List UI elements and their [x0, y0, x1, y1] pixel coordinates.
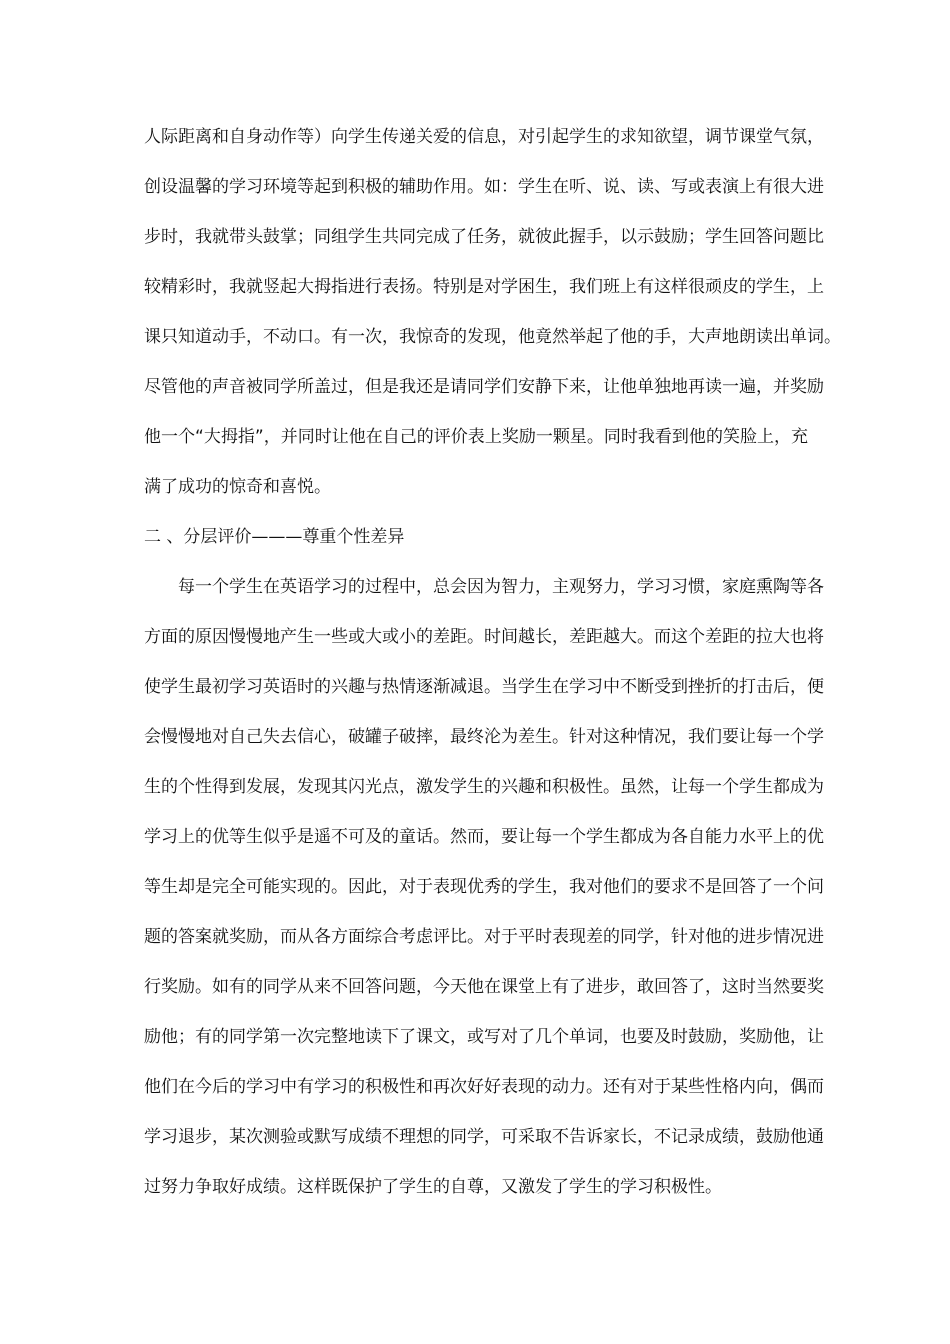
paragraph-line: 人际距离和自身动作等）向学生传递关爱的信息，对引起学生的求知欲望，调节课堂气氛， — [144, 127, 824, 147]
paragraph-line: 创设温馨的学习环境等起到积极的辅助作用。如：学生在听、说、读、写或表演上有很大进 — [144, 177, 824, 197]
paragraph-line: 生的个性得到发展，发现其闪光点，激发学生的兴趣和积极性。虽然，让每一个学生都成为 — [144, 777, 824, 797]
paragraph-first-line: 每一个学生在英语学习的过程中，总会因为智力，主观努力，学习习惯，家庭熏陶等各 — [178, 577, 824, 597]
paragraph-line: 行奖励。如有的同学从来不回答问题，今天他在课堂上有了进步，敢回答了，这时当然要奖 — [144, 977, 824, 997]
paragraph-line-last: 满了成功的惊奇和喜悦。 — [144, 477, 331, 497]
paragraph-line: 尽管他的声音被同学所盖过，但是我还是请同学们安静下来，让他单独地再读一遍，并奖励 — [144, 377, 824, 397]
paragraph-line: 会慢慢地对自己失去信心，破罐子破摔，最终沦为差生。针对这种情况，我们要让每一个学 — [144, 727, 824, 747]
paragraph-line: 较精彩时，我就竖起大拇指进行表扬。特别是对学困生，我们班上有这样很顽皮的学生，上 — [144, 277, 824, 297]
paragraph-line: 等生却是完全可能实现的。因此，对于表现优秀的学生，我对他们的要求不是回答了一个问 — [144, 877, 824, 897]
paragraph-line: 课只知道动手，不动口。有一次，我惊奇的发现，他竟然举起了他的手，大声地朗读出单词。 — [144, 327, 841, 347]
paragraph-line: 使学生最初学习英语时的兴趣与热情逐渐减退。当学生在学习中不断受到挫折的打击后，便 — [144, 677, 824, 697]
paragraph-line: 方面的原因慢慢地产生一些或大或小的差距。时间越长，差距越大。而这个差距的拉大也将 — [144, 627, 824, 647]
paragraph-line: 学习退步，某次测验或默写成绩不理想的同学，可采取不告诉家长，不记录成绩，鼓励他通 — [144, 1127, 824, 1147]
paragraph-line-last: 过努力争取好成绩。这样既保护了学生的自尊，又激发了学生的学习积极性。 — [144, 1177, 722, 1197]
paragraph-line: 他们在今后的学习中有学习的积极性和再次好好表现的动力。还有对于某些性格内向，偶而 — [144, 1077, 824, 1097]
paragraph-line: 学习上的优等生似乎是遥不可及的童话。然而，要让每一个学生都成为各自能力水平上的优 — [144, 827, 824, 847]
paragraph-line: 题的答案就奖励，而从各方面综合考虑评比。对于平时表现差的同学，针对他的进步情况进 — [144, 927, 824, 947]
paragraph-line: 励他；有的同学第一次完整地读下了课文，或写对了几个单词，也要及时鼓励，奖励他，让 — [144, 1027, 824, 1047]
paragraph-line: 他一个“大拇指”，并同时让他在自己的评价表上奖励一颗星。同时我看到他的笑脸上，充 — [144, 427, 808, 447]
paragraph-line: 步时，我就带头鼓掌；同组学生共同完成了任务，就彼此握手，以示鼓励；学生回答问题比 — [144, 227, 824, 247]
section-heading: 二 、分层评价———尊重个性差异 — [144, 527, 405, 547]
